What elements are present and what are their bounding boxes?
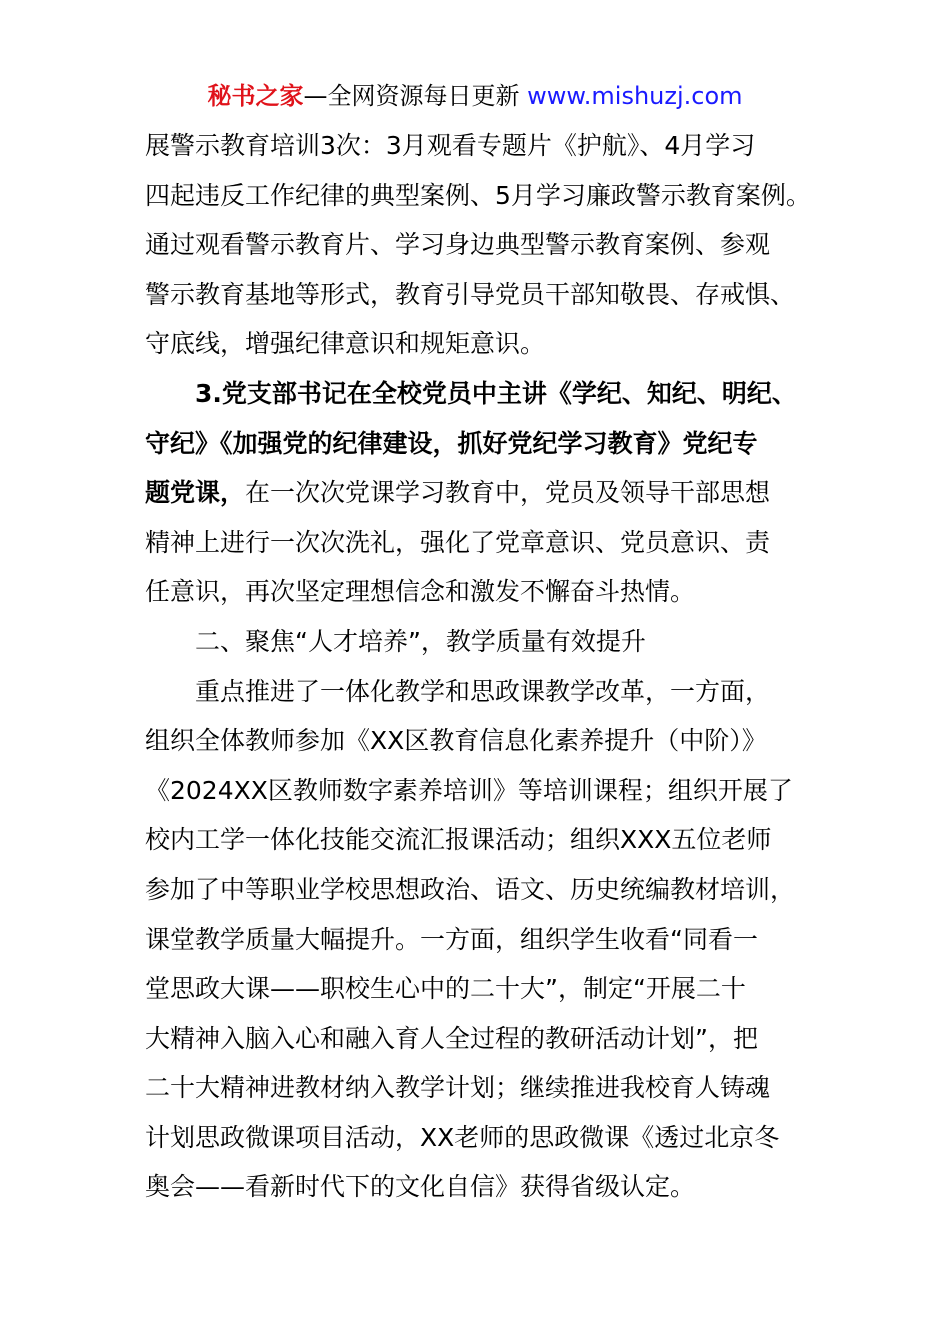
document-body	[145, 121, 815, 1212]
text-line: 重点推进了一体化教学和思政课教学改革，一方面，	[195, 676, 771, 706]
text-line: 堂思政大课——职校生心中的二十大”，制定“开展二十	[145, 974, 746, 1004]
item-heading-line: 守纪》《加强党的纪律建设，抓好党纪学习教育》党纪专	[145, 428, 758, 458]
text-line: 精神上进行一次次洗礼，强化了党章意识、党员意识、责	[145, 527, 771, 557]
header-tagline: —全网资源每日更新	[303, 82, 520, 110]
text-line: 《2024XX区教师数字素养培训》等培训课程；组织开展了	[145, 775, 793, 805]
text-line: 组织全体教师参加《XX区教育信息化素养提升（中阶）》	[145, 726, 767, 756]
text-line: 计划思政微课项目活动，XX老师的思政微课《透过北京冬	[145, 1122, 780, 1152]
text-line: 守底线，增强纪律意识和规矩意识。	[145, 329, 546, 359]
item-heading-line: 3.党支部书记在全校党员中主讲《学纪、知纪、明纪、	[195, 378, 797, 408]
text-line: 二十大精神进教材纳入教学计划；继续推进我校育人铸魂	[145, 1073, 771, 1103]
text-line: 校内工学一体化技能交流汇报课活动；组织XXX五位老师	[145, 825, 772, 855]
text-line: 参加了中等职业学校思想政治、语文、历史统编教材培训，	[145, 874, 796, 904]
text-line: 通过观看警示教育片、学习身边典型警示教育案例、参观	[145, 230, 771, 260]
item-heading-tail: 题党课，	[145, 478, 246, 508]
text-line: 大精神入脑入心和融入育人全过程的教研活动计划”，把	[145, 1023, 758, 1053]
mixed-line	[145, 468, 815, 518]
text-line: 警示教育基地等形式，教育引导党员干部知敬畏、存戒惧、	[145, 279, 796, 309]
section-heading: 二、聚焦“人才培养”，教学质量有效提升	[195, 626, 646, 656]
brand-name: 秘书之家	[207, 82, 304, 110]
text-segment: 在一次次党课学习教育中，党员及领导干部思想	[245, 478, 771, 508]
site-url[interactable]: www.mishuzj.com	[527, 82, 743, 110]
text-line: 课堂教学质量大幅提升。一方面，组织学生收看“同看一	[145, 924, 758, 954]
page-header	[0, 80, 950, 112]
text-line: 任意识，再次坚定理想信念和激发不懈奋斗热情。	[145, 577, 696, 607]
text-line: 四起违反工作纪律的典型案例、5月学习廉政警示教育案例。	[145, 180, 811, 210]
text-line: 奥会——看新时代下的文化自信》获得省级认定。	[145, 1172, 696, 1202]
text-line: 展警示教育培训3次：3月观看专题片《护航》、4月学习	[145, 131, 756, 160]
